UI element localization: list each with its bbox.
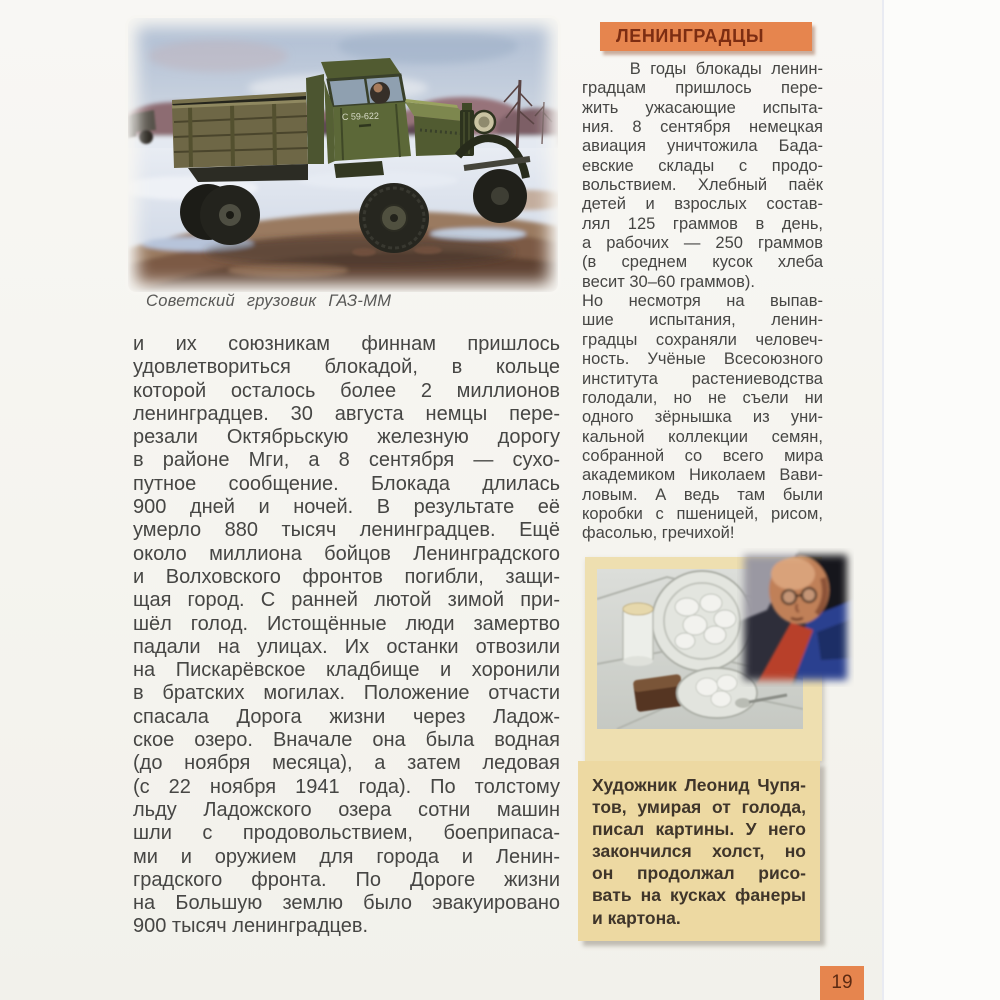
text-line: ния. 8 сентября немецкая (582, 118, 823, 137)
text-line: 900 дней и ночей. В результате её (133, 496, 560, 519)
text-line: щая город. С ранней лютой зимой при- (133, 589, 560, 612)
text-line: академиком Николаем Вави- (582, 466, 823, 485)
text-line: и картона. (592, 907, 681, 928)
text-line: около миллиона бойцов Ленинградского (133, 542, 560, 565)
page-number-badge (820, 966, 864, 1000)
text-line: (в среднем кусок хлеба (582, 253, 823, 272)
text-line: на Большую землю было эвакуировано (133, 892, 560, 915)
text-line: а рабочих — 250 граммов (582, 234, 823, 253)
text-line: и их союзникам финнам пришлось (133, 333, 560, 355)
text-line: на Пискарёвское кладбище и хоронили (133, 659, 560, 682)
truck-door-handle (359, 125, 371, 126)
text-line: ми и оружием для города и Ленин- (133, 845, 560, 868)
text-line: кальной коллекции семян, (582, 427, 823, 446)
text-line: градцам пришлось пере- (582, 79, 823, 98)
text-line: голодали, но не съели ни (582, 388, 823, 407)
text-line: падали на улицах. Их останки отвозили (133, 635, 560, 658)
sidebar-text (582, 60, 823, 544)
text-line: он продолжал рисо- (592, 863, 806, 884)
text-line: вольствием. Хлебный паёк (582, 176, 823, 195)
text-line: и Волховского фронтов погибли, защи- (133, 565, 560, 588)
truck-caption: Советский грузовик ГАЗ-ММ (146, 292, 392, 310)
text-line: ловым. А ведь там были (582, 485, 823, 504)
text-line: градцы сохраняли человеч- (582, 330, 823, 349)
text-line: шёл голод. Истощённые люди замертво (133, 612, 560, 635)
text-line: одного зёрнышка из уни- (582, 408, 823, 427)
text-line: шие испытания, ленин- (582, 311, 823, 330)
sidebar-header (600, 22, 812, 51)
text-line: ское озеро. Вначале она была водная (133, 729, 560, 752)
text-line: весит 30–60 граммов). (582, 272, 755, 291)
truck-running-board (334, 161, 384, 178)
sidebar-paragraph (582, 60, 823, 292)
text-line: евские склады с продо- (582, 156, 823, 175)
text-line: в районе Мги, а 8 сентября — сухо- (133, 449, 560, 472)
scan-page-edge (882, 0, 1000, 1000)
text-line: собранной со всего мира (582, 446, 823, 465)
truck-cab-back (306, 74, 324, 164)
truck-illustration-figure (128, 18, 558, 292)
spoon (735, 698, 751, 708)
text-line: писал картины. У него (592, 819, 806, 840)
text-line: удовлетвориться блокадой, в кольце (133, 356, 560, 379)
page-number: 19 (831, 972, 853, 993)
text-line: вать на кусках фанеры (592, 885, 806, 906)
text-line: которой осталось более 2 миллионов (133, 379, 560, 402)
truck-illustration (128, 18, 558, 292)
sidebar-paragraph (582, 292, 823, 543)
text-line: Художник Леонид Чупя- (592, 775, 806, 795)
text-line: спасала Дорога жизни через Ладож- (133, 705, 560, 728)
text-line: В годы блокады ленин- (582, 60, 823, 78)
text-line: закончился холст, но (592, 841, 806, 862)
text-line: умерло 880 тысяч ленинградцев. Ещё (133, 519, 560, 542)
glass-of-milk (623, 603, 653, 666)
text-line: института растениеводства (582, 369, 823, 388)
text-line: (с 22 ноября 1941 года). По толстому (133, 775, 560, 798)
artist-caption-box (578, 761, 820, 941)
text-line: в братских могилах. Положение отчасти (133, 682, 560, 705)
truck-license-plate: С 59-622 (341, 110, 380, 122)
text-line: фасолью, гречихой! (582, 524, 735, 543)
text-line: (до ноября месяца), а затем ледовая (133, 752, 560, 775)
main-article-text (133, 333, 560, 939)
text-line: градского фронта. По Дороге жизни (133, 868, 560, 891)
text-line: резали Октябрьскую железную дорогу (133, 426, 560, 449)
text-line: ленинградцев. 30 августа немцы пере- (133, 402, 560, 425)
text-line: ность. Учёные Всесоюзного (582, 350, 823, 369)
text-line: Но несмотря на выпав- (582, 292, 823, 311)
text-line: авиация уничтожила Бада- (582, 137, 823, 156)
text-line: лял 125 граммов в день, (582, 214, 823, 233)
text-line: 900 тысяч ленинградцев. (133, 915, 369, 938)
text-line: путное сообщение. Блокада длилась (133, 472, 560, 495)
text-line: льду Ладожского озера сотни машин (133, 798, 560, 821)
text-line: детей и взрослых состав- (582, 195, 823, 214)
artist-portrait-painting (737, 548, 854, 687)
text-line: коробки с пшеницей, рисом, (582, 504, 823, 523)
portrait-glasses (782, 590, 796, 604)
text-line: жить ужасающие испыта- (582, 98, 823, 117)
text-line: тов, умирая от голода, (592, 797, 806, 818)
text-line: шли с продовольствием, боеприпаса- (133, 822, 560, 845)
sidebar-header-label: ЛЕНИНГРАДЦЫ (616, 26, 765, 46)
